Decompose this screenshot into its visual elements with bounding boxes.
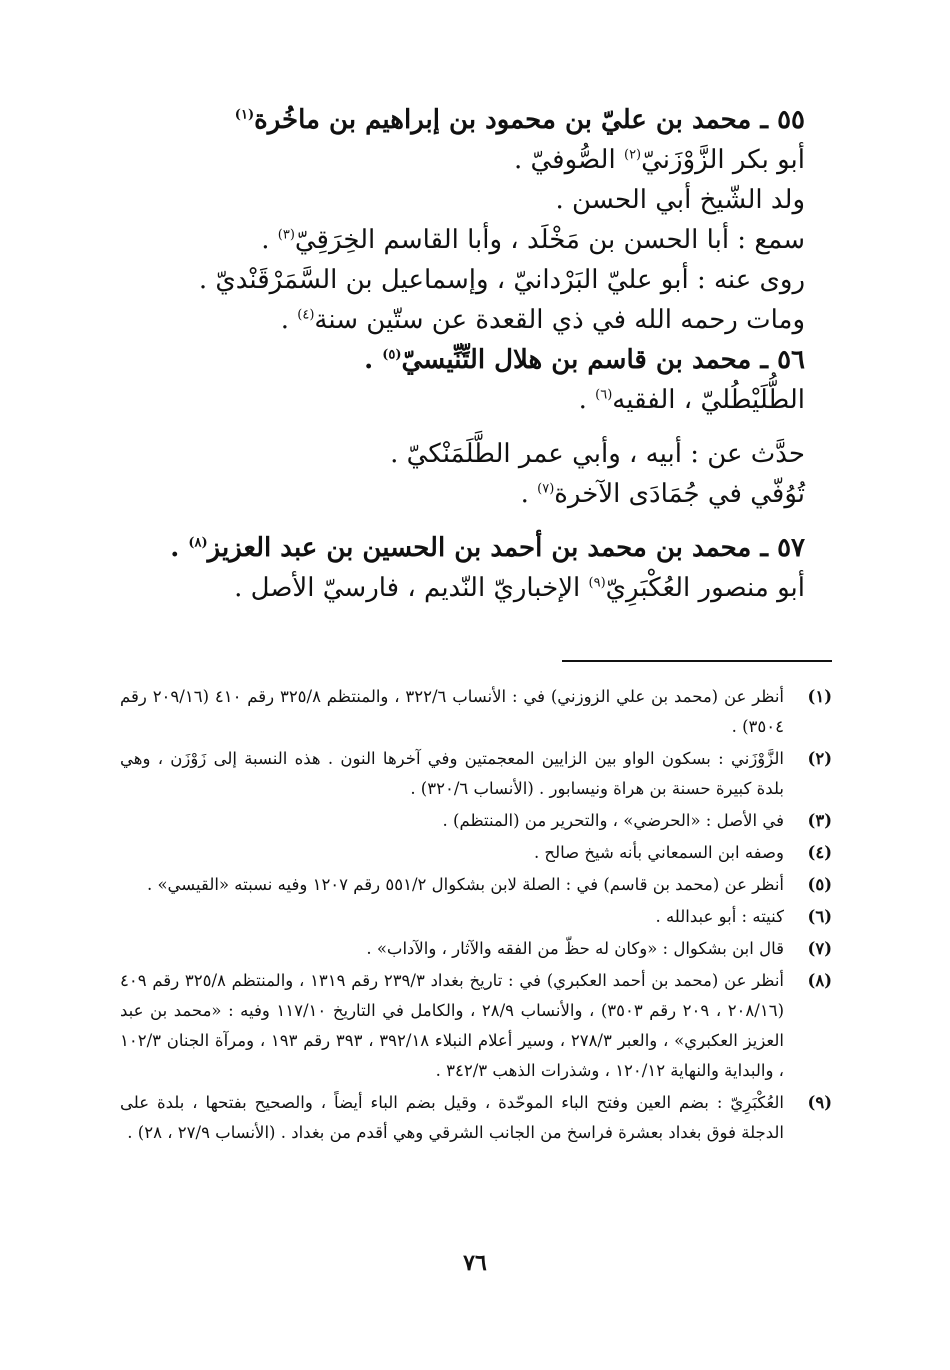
footnote-number: (٣) [807, 811, 832, 830]
main-text [165, 100, 805, 608]
footnote-marker[interactable]: (٢) [623, 147, 642, 163]
footnote-number: (٩) [807, 1093, 832, 1112]
footnote [120, 902, 832, 932]
entry-heading [165, 100, 805, 140]
entry-text: ٥٦ ـ محمد بن قاسم بن هلال التِّنِّيسيّ [401, 345, 805, 375]
entry-text: سمع : أبا الحسن بن مَخْلَد ، وأبا القاسم الخِرَقِيّ [294, 225, 805, 255]
footnote-marker[interactable]: (٩) [588, 575, 606, 591]
entry-text-tail: . [578, 385, 596, 415]
footnote-text: كنيته : أبو عبدالله . [655, 907, 784, 926]
entry-heading [165, 340, 805, 380]
entry-line [165, 568, 805, 608]
entry-text-tail: الصُّوفيّ . [513, 145, 624, 175]
entry-line [165, 380, 805, 420]
footnote [120, 966, 832, 1086]
entry-text-tail: . [261, 225, 278, 255]
entry-text: تُوُفّي في جُمَادَى الآخرة [554, 479, 805, 509]
entry-line [165, 300, 805, 340]
entry-text: ٥٥ ـ محمد بن عليّ بن محمود بن إبراهيم بن ماخُرة [254, 105, 805, 135]
footnote [120, 744, 832, 804]
entry-heading [165, 528, 805, 568]
entry-line [165, 140, 805, 180]
entry-text: روى عنه : أبو عليّ البَرْدانيّ ، وإسماعيل بن السَّمَرْقَنْديّ . [198, 265, 805, 295]
footnote-text: وصفه ابن السمعاني بأنه شيخ صالح . [533, 843, 784, 862]
footnote [120, 682, 832, 742]
footnote-marker[interactable]: (١) [234, 107, 255, 123]
entry-text: الطُّلَيْطُليّ ، الفقيه [612, 385, 805, 415]
footnote-marker[interactable]: (٤) [297, 307, 315, 323]
entry-text: حدَّث عن : أبيه ، وأبي عمر الطَّلَمَنْكيّ . [390, 439, 805, 469]
footnote-number: (٧) [807, 939, 832, 958]
page-number: ٧٦ [463, 1250, 487, 1276]
entry-text-tail: . [170, 533, 189, 563]
entry-text-tail: الإخباريّ النّديم ، فارسيّ الأصل . [234, 573, 589, 603]
entry-line [165, 180, 805, 220]
footnote-text: أنظر عن (محمد بن علي الزوزني) في : الأنساب ٣٢٢/٦ ، والمنتظم ٣٢٥/٨ رقم ٤١٠ (٢٠٩/١٦ رقم ٣٥٠٤) . [120, 687, 785, 736]
footnote-marker[interactable]: (٨) [188, 535, 208, 551]
footnote-number: (٦) [807, 907, 832, 926]
footnote-number: (٤) [807, 843, 832, 862]
entry-line [165, 220, 805, 260]
footnotes [120, 682, 832, 1150]
footnote-marker[interactable]: (٥) [382, 347, 402, 363]
footnote-number: (٥) [807, 875, 832, 894]
footnote-number: (٢) [807, 749, 832, 768]
entry-text: ٥٧ ـ محمد بن محمد بن أحمد بن الحسين بن عبد العزيز [207, 533, 805, 563]
footnote-marker[interactable]: (٣) [277, 227, 295, 243]
footnote [120, 934, 832, 964]
footnote-text: قال ابن بشكوال : «وكان له حظّ من الفقه والآثار ، والآداب» . [366, 939, 784, 958]
footnote [120, 1088, 832, 1148]
entry-text-tail: . [364, 345, 383, 375]
footnote-text: أنظر عن (محمد بن أحمد العكبري) في : تاريخ بغداد ٢٣٩/٣ رقم ١٣١٩ ، والمنتظم ٣٢٥/٨ رقم ٤٠٩ (٢٠٨/١٦ ، ٢٠٩ رقم ٣٥٠٣) ، والأنساب ٢٨/٩ ، والكامل في التاريخ ١١٧/١٠ وفيه : «محمد بن عبد العزيز العكبري» ، والعبر ٢٧٨/٣ ، وسير أعلام النبلاء ٣٩٢/١٨ ، ٣٩٣ رقم ١٩٣ ، ومرآة الجنان ١٠٢/٣ ، والبداية والنهاية ١٢٠/١٢ ، وشذرات الذهب ٣٤٢/٣ . [120, 971, 784, 1080]
entry-line [165, 434, 805, 474]
entry-text: أبو بكر الزَّوْزَنيّ [641, 145, 805, 175]
footnote-marker[interactable]: (٦) [595, 387, 613, 403]
footnote-number: (٨) [807, 971, 832, 990]
footnote-text: الزَّوْزَني : بسكون الواو بين الزايين المعجمتين وفي آخرها النون . هذه النسبة إلى زَوْزَن ، وهي بلدة كبيرة حسنة بن هراة ونيسابور . (الأنساب ٣٢٠/٦) . [120, 749, 784, 798]
footnote-separator [562, 660, 832, 662]
footnote-text: في الأصل : «الحرضي» ، والتحرير من (المنتظم) . [442, 811, 784, 830]
entry-text-tail: . [280, 305, 298, 335]
entry-text: أبو منصور العُكْبَرِيّ [605, 573, 805, 603]
footnote-text: العُكْبَرِيّ : بضم العين وفتح الباء الموحّدة ، وقيل بضم الباء أيضاً ، والصحيح بفتحها ، بلدة على الدجلة فوق بغداد بعشرة فراسخ من الجانب الشرقي وهي أقدم من بغداد . (الأنساب ٢٧/٩ ، ٢٨) . [120, 1093, 784, 1142]
entry-line [165, 260, 805, 300]
footnote [120, 838, 832, 868]
entry-text-tail: . [520, 479, 538, 509]
entry-text: ومات رحمه الله في ذي القعدة عن ستّين سنة [314, 305, 805, 335]
footnote [120, 806, 832, 836]
entry-line [165, 474, 805, 514]
footnote-marker[interactable]: (٧) [537, 481, 555, 497]
footnote-text: أنظر عن (محمد بن قاسم) في : الصلة لابن بشكوال ٥٥١/٢ رقم ١٢٠٧ وفيه نسبته «القيسي» . [146, 875, 784, 894]
footnote-number: (١) [807, 687, 832, 706]
footnote [120, 870, 832, 900]
entry-text: ولد الشّيخ أبي الحسن . [555, 185, 805, 215]
